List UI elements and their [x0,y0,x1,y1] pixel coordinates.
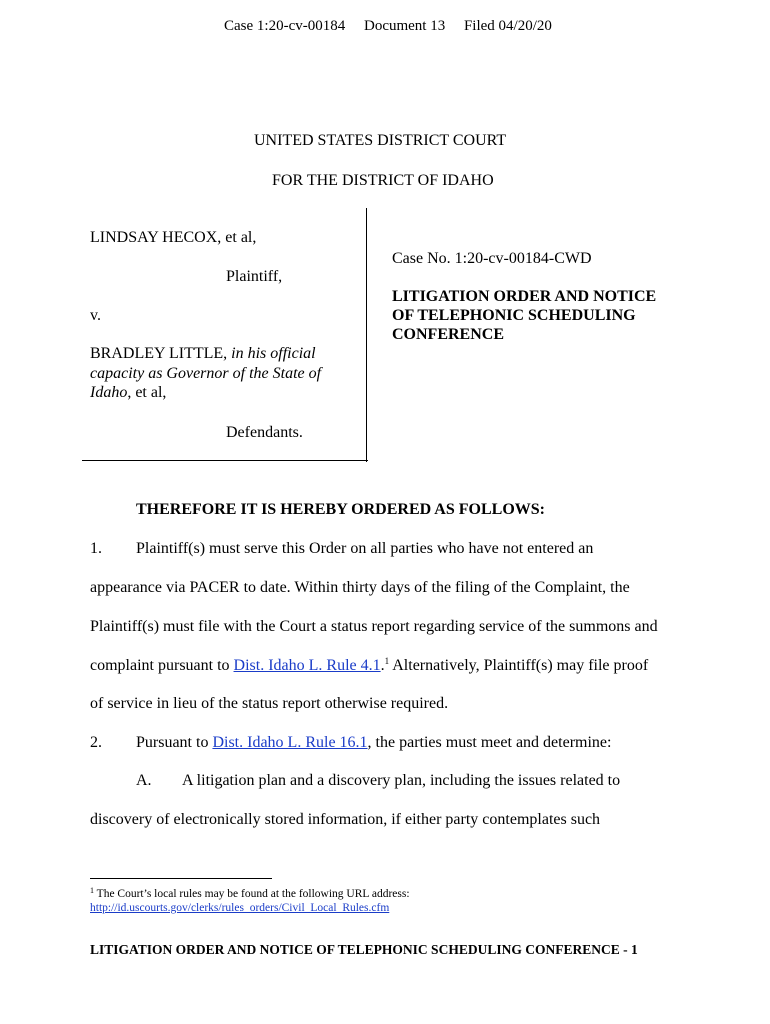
paragraph-2-pre: Pursuant to [136,734,213,751]
header-document: Document 13 [363,18,446,34]
footnote-url-line [90,902,389,914]
local-rule-4-1-link[interactable]: Dist. Idaho L. Rule 4.1 [233,657,381,674]
paragraph-2-post: , the parties must meet and determine: [367,734,612,751]
footnote-reference: 1 [384,656,390,666]
defendant-role: Defendants. [226,424,303,441]
defendant-capacity-2: capacity as Governor of the State of [90,365,322,382]
caption-horizontal-rule [82,460,368,461]
footnote-mark: 1 [90,886,94,895]
paragraph-2-line-1 [136,734,611,752]
local-rules-url-link[interactable]: http://id.uscourts.gov/clerks/rules_orders/Civil_Local_Rules.cfm [90,902,390,914]
defendant-etal: , et al, [127,384,167,401]
court-name: UNITED STATES DISTRICT COURT [254,132,507,149]
paragraph-1-line-2: appearance via PACER to date. Within thirty days of the filing of the Complaint, the [90,579,630,596]
court-district: FOR THE DISTRICT OF IDAHO [272,172,494,189]
case-number: Case No. 1:20-cv-00184-CWD [392,250,592,267]
versus: v. [90,307,101,324]
caption-vertical-rule [366,208,367,462]
paragraph-1-line-4-pre: complaint pursuant to [90,657,234,674]
ordered-heading: THEREFORE IT IS HEREBY ORDERED AS FOLLOWS: [136,501,545,518]
defendant-name: BRADLEY LITTLE, [90,345,228,362]
defendant-capacity-line-3 [90,384,166,402]
subparagraph-a-label: A. [136,772,152,789]
document-title-3: CONFERENCE [392,326,505,343]
paragraph-1-number: 1. [90,540,102,557]
plaintiff-name: LINDSAY HECOX, et al, [90,229,257,246]
paragraph-1-line-5: of service in lieu of the status report otherwise required. [90,695,449,712]
defendant-name-line [90,345,316,363]
footnote-text: The Court’s local rules may be found at the following URL address: [96,888,410,900]
paragraph-1-line-1: Plaintiff(s) must serve this Order on all parties who have not entered an [136,540,594,557]
defendant-capacity-1: in his official [231,345,316,362]
local-rule-16-1-link[interactable]: Dist. Idaho L. Rule 16.1 [212,734,368,751]
header-filed: Filed 04/20/20 [463,18,552,34]
document-title-1: LITIGATION ORDER AND NOTICE [392,288,657,305]
paragraph-1-line-3: Plaintiff(s) must file with the Court a status report regarding service of the summons and [90,618,658,635]
subparagraph-a-line-2: discovery of electronically stored information, if either party contemplates such [90,811,601,828]
paragraph-1-line-4 [90,656,648,675]
page-footer: LITIGATION ORDER AND NOTICE OF TELEPHONIC SCHEDULING CONFERENCE - 1 [90,942,638,957]
plaintiff-role: Plaintiff, [226,268,283,285]
document-title-2: OF TELEPHONIC SCHEDULING [392,307,636,324]
footnote-text-line [90,886,410,900]
paragraph-1-line-4-post: Alternatively, Plaintiff(s) may file proof [389,657,649,674]
header-case: Case 1:20-cv-00184 [224,18,346,34]
page-header [224,18,552,35]
paragraph-2-number: 2. [90,734,102,751]
defendant-capacity-3: Idaho [90,384,128,401]
paragraph-1-line-4-punct: . [380,657,385,674]
subparagraph-a-line-1: A litigation plan and a discovery plan, including the issues related to [182,772,621,789]
footnote-rule [90,878,272,879]
